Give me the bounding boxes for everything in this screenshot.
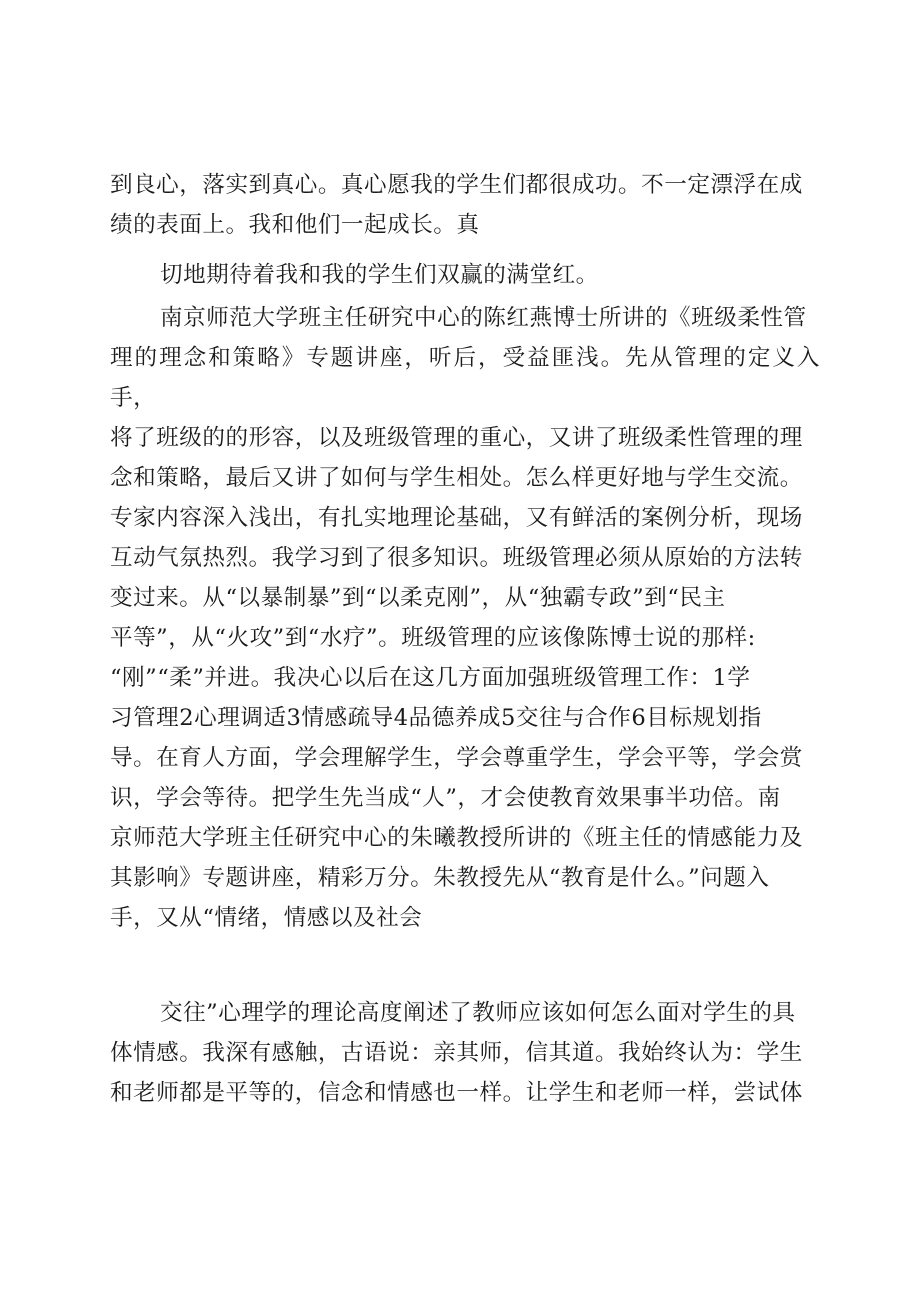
paragraph-4: 交往”心理学的理论高度阐述了教师应该如何怎么面对学生的具 体情感。我深有感触，古语说：亲其师，信其道。我始终认为：学生 和老师都是平等的，信念和情感也一样。让学生和老师一样，尝试体 xyxy=(110,1000,803,1106)
paragraph-3: 南京师范大学班主任研究中心的陈红燕博士所讲的《班级柔性管 理的理念和策略》专题讲座，听后，受益匪浅。先从管理的定义入手， 将了班级的的形容，以及班级管理的重心，又讲了班级柔性管理的理 念和策略，最后又讲了如何与学生相处。怎么样更好地与学生交流。 专家内容深入浅出，有扎实地理论基础，又有鲜活的案例分析，现场 互动气氛热烈。我学习到了很多知识。班级管理必须从原始的方法转 变过来。从“以暴制暴”到“以柔克刚”，从“独霸专政”到“民主 平等”，从“火攻”到“水疗”。班级管理的应该像陈博士说的那样: “刚”“柔”并进。我决心以后在这几方面加强班级管理工作：1学 习管理2心理调适3情感疏导4品德养成5交往与合作6目标规划指 导。在育人方面，学会理解学生，学会尊重学生，学会平等，学会赏 识，学会等待。把学生先当成“人”，才会使教育效果事半功倍。南 京师范大学班主任研究中心的朱曦教授所讲的《班主任的情感能力及 其影响》专题讲座，精彩万分。朱教授先从“教育是什么。”问题入 手，又从“情绪，情感以及社会 xyxy=(110,305,820,931)
paragraph-1: 到良心，落实到真心。真心愿我的学生们都很成功。不一定漂浮在成 绩的表面上。我和他们一起成长。真 xyxy=(110,172,803,238)
paragraph-2: 切地期待着我和我的学生们双赢的满堂红。 xyxy=(160,262,599,288)
